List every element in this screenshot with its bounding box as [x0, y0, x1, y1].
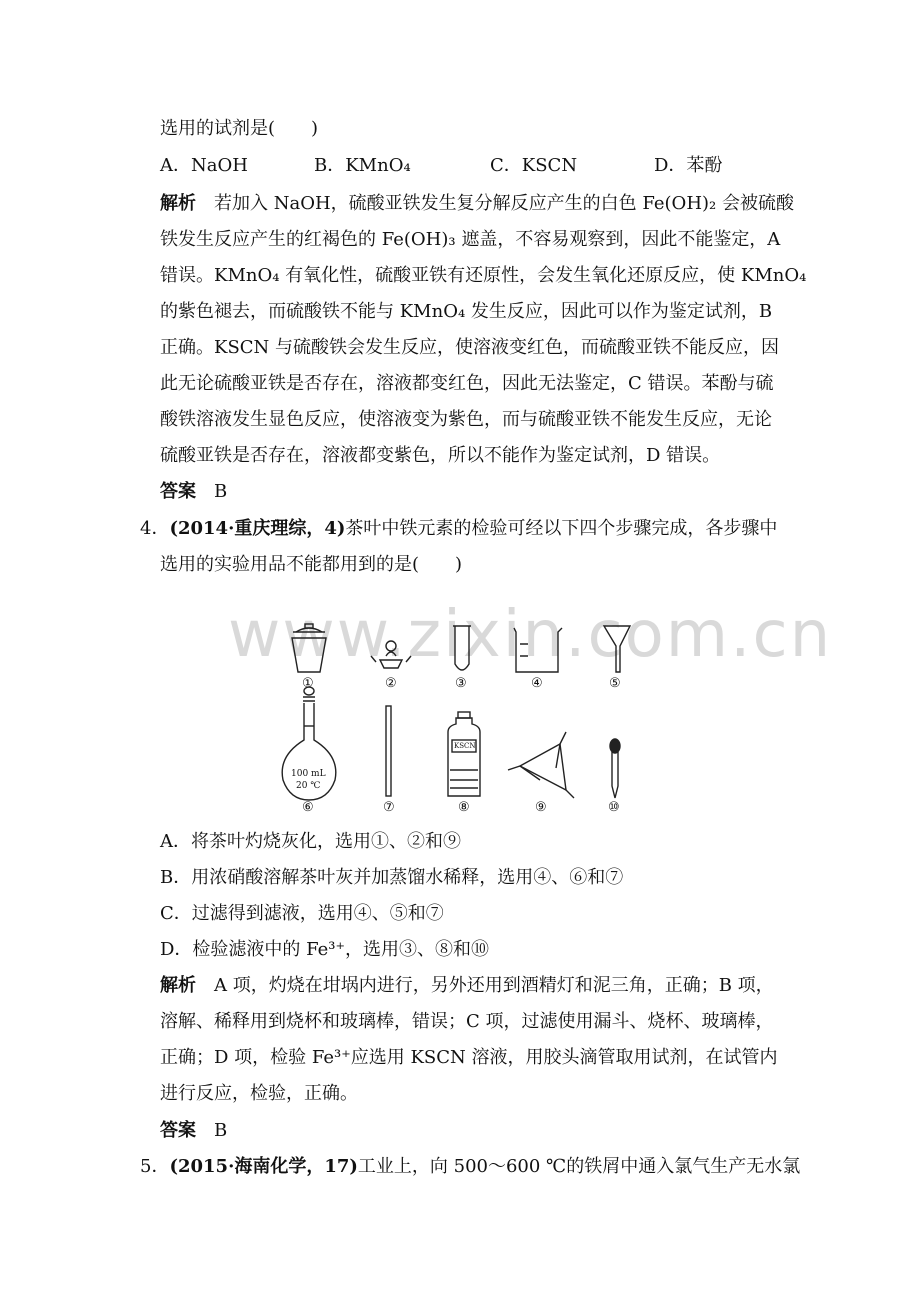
apparatus-label: ⑧	[458, 800, 470, 815]
q4-analysis-line: A 项，灼烧在坩埚内进行，另外还用到酒精灯和泥三角，正确；B 项，	[214, 975, 774, 996]
apparatus-label: ②	[385, 676, 397, 691]
q5-stem	[140, 1155, 800, 1179]
q4-stem-line2: 选用的实验用品不能都用到的是( )	[160, 554, 463, 575]
q4-option-d: D．检验滤液中的 Fe³⁺，选用③、⑧和⑩	[160, 939, 490, 960]
q4-analysis-line: 溶解、稀释用到烧杯和玻璃棒，错误；C 项，过滤使用漏斗、烧杯、玻璃棒，	[160, 1011, 774, 1032]
apparatus-label: ⑤	[609, 676, 621, 691]
q3-answer-label: 答案	[160, 481, 196, 502]
apparatus-label: ⑩	[608, 800, 620, 815]
test-tube-icon	[453, 626, 471, 670]
q3-analysis-label: 解析	[160, 193, 196, 214]
apparatus-label: ③	[455, 676, 467, 691]
reagent-bottle-icon	[448, 712, 480, 796]
apparatus-label: ⑥	[302, 800, 314, 815]
q3-analysis-line: 此无论硫酸亚铁是否存在，溶液都变红色，因此无法鉴定，C 错误。苯酚与硫	[160, 373, 774, 394]
q4-option-a: A．将茶叶灼烧灰化，选用①、②和⑨	[160, 831, 461, 852]
apparatus-label: ⑦	[383, 800, 395, 815]
q3-analysis-line: 错误。KMnO₄ 有氧化性，硫酸亚铁有还原性，会发生氧化还原反应，使 KMnO₄	[160, 265, 807, 286]
q3-analysis-line: 的紫色褪去，而硫酸铁不能与 KMnO₄ 发生反应，因此可以作为鉴定试剂，B	[160, 301, 773, 322]
q3-analysis-line: 硫酸亚铁是否存在，溶液都变紫色，所以不能作为鉴定试剂，D 错误。	[160, 445, 721, 466]
q4-analysis-line: 进行反应，检验，正确。	[160, 1083, 358, 1104]
q4-answer-label: 答案	[160, 1120, 196, 1141]
q3-stem-tail: 选用的试剂是( )	[160, 118, 319, 139]
funnel-icon	[604, 626, 630, 672]
q4-stem-line1: 茶叶中铁元素的检验可经以下四个步骤完成，各步骤中	[345, 518, 778, 539]
q5-number-text: 5．	[140, 1156, 170, 1177]
flask-volume: 100 mL	[291, 769, 326, 779]
q3-analysis-line: 正确。KSCN 与硫酸铁会发生反应，使溶液变红色，而硫酸亚铁不能反应，因	[160, 337, 780, 358]
flask-temp: 20 ℃	[296, 781, 321, 791]
q4-option-c: C．过滤得到滤液，选用④、⑤和⑦	[160, 903, 444, 924]
q4-number-text: 4．	[140, 518, 170, 539]
beaker-icon	[514, 628, 562, 672]
watermark: www.zixin.com.cn	[228, 598, 833, 672]
q3-answer: B	[214, 481, 228, 502]
q3-option-c: C．KSCN	[490, 155, 578, 176]
glass-rod-icon	[386, 706, 391, 796]
q3-analysis-line: 酸铁溶液发生显色反应，使溶液变为紫色，而与硫酸亚铁不能发生反应，无论	[160, 409, 772, 430]
q3-analysis-line: 若加入 NaOH，硫酸亚铁发生复分解反应产生的白色 Fe(OH)₂ 会被硫酸	[214, 193, 794, 214]
apparatus-label: ⑨	[535, 800, 547, 815]
apparatus-label: ①	[302, 676, 314, 691]
tongs-icon	[371, 641, 411, 668]
clay-triangle-icon	[508, 732, 574, 798]
q5-stem-line1: 工业上，向 500～600 ℃的铁屑中通入氯气生产无水氯	[357, 1156, 801, 1177]
crucible-icon	[292, 624, 326, 672]
q3-option-a: A．NaOH	[160, 155, 248, 176]
bottle-label: KSCN	[454, 742, 476, 750]
dropper-icon	[610, 739, 620, 798]
q3-option-d: D．苯酚	[654, 155, 723, 176]
q4-analysis-line: 正确；D 项，检验 Fe³⁺应选用 KSCN 溶液，用胶头滴管取用试剂，在试管内	[160, 1047, 778, 1068]
q4-option-b: B．用浓硝酸溶解茶叶灰并加蒸馏水稀释，选用④、⑥和⑦	[160, 867, 624, 888]
q4-analysis-label: 解析	[160, 975, 196, 996]
q3-analysis-line: 铁发生反应产生的红褐色的 Fe(OH)₃ 遮盖，不容易观察到，因此不能鉴定，A	[160, 229, 781, 250]
q5-source: (2015·海南化学，17)	[169, 1156, 358, 1177]
q4-source: (2014·重庆理综，4)	[169, 518, 346, 539]
q3-option-b: B．KMnO₄	[314, 155, 411, 176]
apparatus-label: ④	[531, 676, 543, 691]
q4-answer: B	[214, 1120, 228, 1141]
